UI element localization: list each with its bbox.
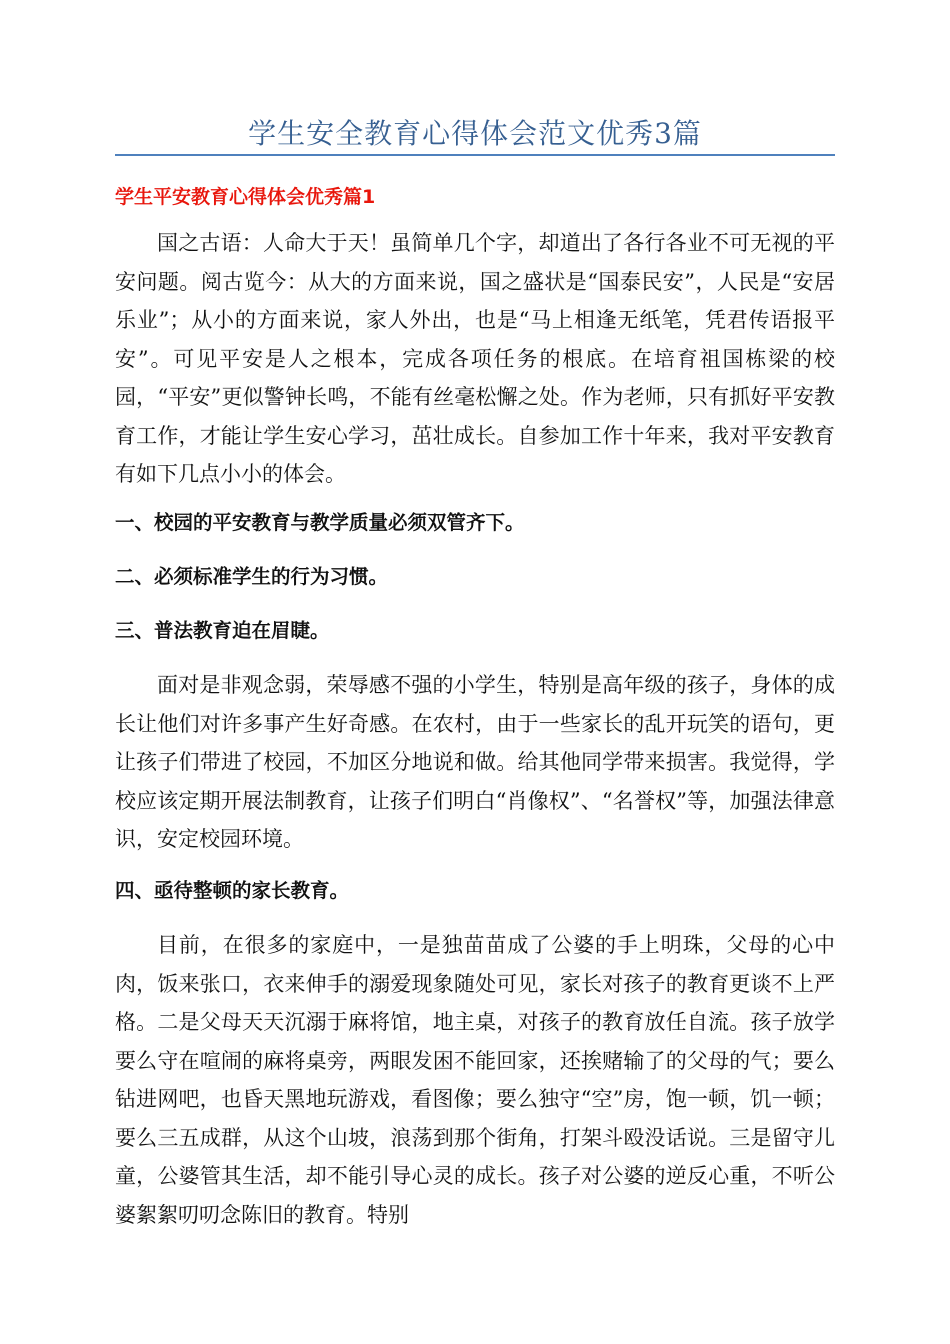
heading-4: 四、亟待整顿的家长教育。 bbox=[115, 879, 350, 902]
title-underline bbox=[115, 154, 835, 156]
document-title: 学生安全教育心得体会范文优秀3篇 bbox=[248, 117, 702, 150]
heading-2: 二、必须标准学生的行为习惯。 bbox=[115, 565, 389, 588]
law-education-paragraph: 面对是非观念弱，荣辱感不强的小学生，特别是高年级的孩子，身体的成长让他们对许多事产生好奇感。在农村，由于一些家长的乱开玩笑的语句，更让孩子们带进了校园，不加区分地说和做。给其他同学带来损害。我觉得，学校应该定期开展法制教育，让孩子们明白“肖像权”、“名誉权”等，加强法律意识，安定校园环境。 bbox=[115, 673, 835, 851]
heading-3: 三、普法教育迫在眉睫。 bbox=[115, 619, 330, 642]
heading-1: 一、校园的平安教育与教学质量必须双管齐下。 bbox=[115, 511, 525, 534]
intro-paragraph: 国之古语：人命大于天！虽简单几个字，却道出了各行各业不可无视的平安问题。阅古览今：从大的方面来说，国之盛状是“国泰民安”，人民是“安居乐业”；从小的方面来说，家人外出，也是“马上相逢无纸笔，凭君传语报平安”。可见平安是人之根本，完成各项任务的根底。在培育祖国栋梁的校园，“平安”更似警钟长鸣，不能有丝毫松懈之处。作为老师，只有抓好平安教育工作，才能让学生安心学习，茁壮成长。自参加工作十年来，我对平安教育有如下几点小小的体会。 bbox=[115, 231, 835, 486]
section-title: 学生平安教育心得体会优秀篇1 bbox=[115, 186, 376, 208]
parent-education-paragraph: 目前，在很多的家庭中，一是独苗苗成了公婆的手上明珠，父母的心中肉，饭来张口，衣来伸手的溺爱现象随处可见，家长对孩子的教育更谈不上严格。二是父母天天沉溺于麻将馆，地主桌，对孩子的教育放任自流。孩子放学要么守在喧闹的麻将桌旁，两眼发困不能回家，还挨赌输了的父母的气；要么钻进网吧，也昏天黑地玩游戏，看图像；要么独守“空”房，饱一顿，饥一顿；要么三五成群，从这个山坡，浪荡到那个街角，打架斗殴没话说。三是留守儿童，公婆管其生活，却不能引导心灵的成长。孩子对公婆的逆反心重，不听公婆絮絮叨叨念陈旧的教育。特别 bbox=[115, 933, 835, 1227]
